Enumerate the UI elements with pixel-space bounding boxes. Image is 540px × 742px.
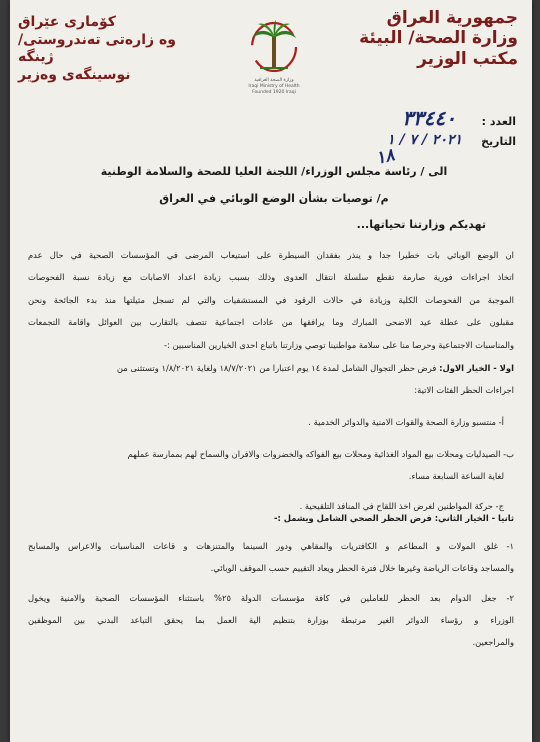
letterhead-ministry: وزارة الصحة/ البيئة bbox=[359, 28, 518, 49]
option-two-label: ثانيا - الخيار الثاني: فرض الحظر الصحي الشامل ويشمل :- bbox=[274, 513, 514, 523]
palm-tree-icon bbox=[238, 18, 310, 74]
list-item: والمراجعين. bbox=[472, 637, 514, 647]
paragraph-line: مقبلون على عطلة عيد الاضحى المبارك وما يرافقها من عادات اجتماعية تتصف بالتقارب بين العوائل واقامة التجمعات bbox=[28, 317, 514, 328]
option-one-label: اولا - الخيار الاول: bbox=[439, 363, 514, 373]
option-one bbox=[28, 357, 514, 517]
list-item: لغاية الساعة السابعة مساء. bbox=[408, 471, 504, 481]
date-label: التاريخ bbox=[481, 135, 516, 148]
logo-caption-english: Iraqi Ministry of Health bbox=[248, 83, 300, 89]
option-two bbox=[28, 507, 514, 653]
letter-recipient: الى / رئاسة مجلس الوزراء/ اللجنة العليا للصحة والسلامة الوطنية bbox=[100, 165, 448, 178]
intro-paragraph bbox=[28, 244, 514, 356]
list-item: والمساجد وقاعات الرياضة وغيرها خلال فترة الحظر ويعاد التقييم حسب الموقف الوبائي. bbox=[210, 563, 514, 573]
logo-caption-founded: Founded 1920 Iraqi bbox=[252, 89, 296, 95]
option-one-continuation: اجراءات الحظر الفئات الاتية: bbox=[414, 385, 514, 395]
logo-caption-arabic: وزارة الصحة العراقية bbox=[254, 78, 294, 83]
paragraph-line: اتخاذ اجراءات فورية صارمة تقطع سلسلة انتقال العدوى وذلك بسبب زيادة اعداد الاصابات مع زيادة نسبة الفحوصات bbox=[28, 272, 514, 283]
letter-greeting: تهديكم وزارتنا تحياتها... bbox=[356, 218, 486, 231]
list-item: ٢- جعل الدوام بعد الحظر للعاملين في كافة مؤسسات الدولة ٢٥% باستثناء المؤسسات الصحية والامنية ويخول bbox=[28, 593, 514, 603]
reference-block bbox=[336, 106, 516, 152]
paragraph-line: والمناسبات الاجتماعية وحرصا منا على سلامة مواطنينا توصي وزارتنا باتباع احدى الخيارين المناسبين :- bbox=[164, 339, 514, 350]
list-item: ١- غلق المولات و المطاعم و الكافتريات والمقاهي ودور السينما والمتنزهات و قاعات المناسبات والاعراس والمسابح bbox=[28, 541, 514, 551]
option-one-text: فرض حظر التجوال الشامل لمدة ١٤ يوم اعتبارا من ١٨/٧/٢٠٢١ ولغاية ١/٨/٢٠٢١ وتستثنى من bbox=[116, 363, 437, 373]
letterhead-kurdish-ministry: وه زارەتی تەندروستی/ ژینگە bbox=[18, 31, 176, 65]
list-item: ب- الصيدليات ومحلات بيع المواد الغذائية ومحلات بيع الفواكه والخضروات والافران والسماح لهم بممارسة عملهم bbox=[127, 449, 514, 459]
number-label: العدد : bbox=[481, 115, 516, 128]
date-value: ٢٠٢١ / ٧ / ١ bbox=[387, 132, 462, 148]
list-item: أ- منتسبو وزارة الصحة والقوات الامنية والدوائر الخدمية . bbox=[308, 417, 504, 427]
letterhead-office: مكتب الوزير bbox=[417, 48, 518, 69]
letterhead-arabic bbox=[359, 8, 518, 69]
letterhead-kurdish bbox=[18, 14, 188, 84]
paragraph-line: الموجبة من الفحوصات الكلية وزيادة في حالات الرقود في المستشفيات والتي لم تسجل مثيلتها منذ بدء الجائحة ونحن bbox=[28, 294, 514, 305]
list-item: ج- حركة المواطنين لغرض اخذ اللقاح في المنافذ التلقيحية . bbox=[299, 501, 504, 511]
letterhead-kurdish-office: نوسینگەی وەزیر bbox=[18, 66, 131, 83]
ministry-logo bbox=[238, 18, 310, 98]
letterhead-kurdish-country: کۆماری عێراق bbox=[18, 14, 116, 30]
letter-subject: م/ توصيات بشأن الوضع الوبائي في العراق bbox=[159, 192, 389, 205]
paragraph-line: ان الوضع الوبائي بات خطيرا جدا و ينذر بفقدان السيطرة على استيعاب المرضى في المؤسسات الصحية في حال عدم bbox=[28, 250, 514, 260]
handwritten-day: ١٨ bbox=[373, 145, 397, 169]
number-value: ٣٣٤٤٠ bbox=[402, 106, 456, 130]
letter-page bbox=[10, 0, 532, 742]
list-item: الوزراء و رؤساء الدوائر الغير مرتبطة بوزارة بتنظيم الية العمل بما يحقق التباعد البدني بين الموظفين bbox=[28, 615, 514, 625]
letterhead-country: جمهورية العراق bbox=[386, 8, 518, 28]
